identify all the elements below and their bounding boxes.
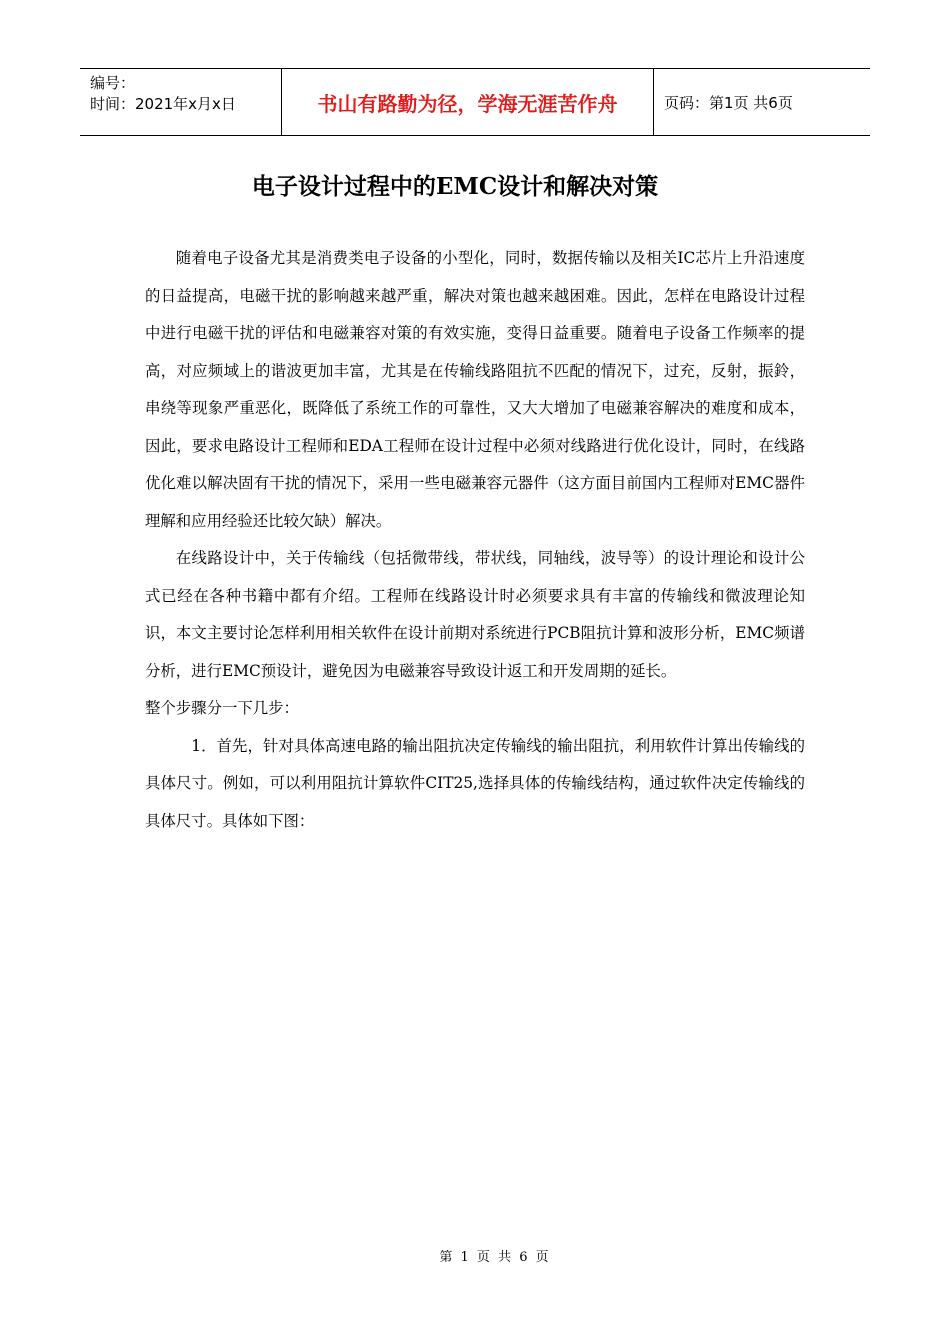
document-body: [145, 240, 805, 840]
document-time-label: 时间：2021年x月x日: [90, 95, 236, 113]
paragraph-intro: 随着电子设备尤其是消费类电子设备的小型化，同时，数据传输以及相关IC芯片上升沿速度的日益提高，电磁干扰的影响越来越严重，解决对策也越来越困难。因此，怎样在电路设计过程中进行电磁干扰的评估和电磁兼容对策的有效实施，变得日益重要。随着电子设备工作频率的提高，对应频域上的谐波更加丰富，尤其是在传输线路阻抗不匹配的情况下，过充，反射，振鈴，串绕等现象严重恶化，既降低了系统工作的可靠性，又大大增加了电磁兼容解决的难度和成本，因此，要求电路设计工程师和EDA工程师在设计过程中必须对线路进行优化设计，同时，在线路优化难以解决固有干扰的情况下，采用一些电磁兼容元器件（这方面目前国内工程师对EMC器件理解和应用经验还比较欠缺）解决。: [145, 249, 805, 530]
document-title: 电子设计过程中的EMC设计和解决对策: [251, 173, 659, 200]
page-header: [80, 68, 870, 136]
document-number-label: 编号：: [90, 74, 136, 92]
paragraph-steps-heading: 整个步骤分一下几步：: [145, 699, 299, 717]
header-meta: [80, 69, 282, 135]
paragraph-step-1: 1．首先，针对具体高速电路的输出阻抗决定传输线的输出阻抗，利用软件计算出传输线的具体尺寸。例如，可以利用阻抗计算软件CIT25,选择具体的传输线结构，通过软件决定传输线的具体尺寸。具体如下图：: [145, 736, 805, 830]
header-page-info: 页码：第1页 共6页: [664, 93, 793, 112]
header-motto: 书山有路勤为径，学海无涯苦作舟: [282, 69, 654, 135]
page-footer: 第 1 页 共 6 页: [439, 1250, 551, 1265]
paragraph-transmission-lines: 在线路设计中，关于传输线（包括微带线，带状线，同轴线，波导等）的设计理论和设计公式已经在各种书籍中都有介绍。工程师在线路设计时必须要求具有丰富的传输线和微波理论知识，本文主要讨论怎样利用相关软件在设计前期对系统进行PCB阻抗计算和波形分析，EMC频谱分析，进行EMC预设计，避免因为电磁兼容导致设计返工和开发周期的延长。: [145, 549, 805, 680]
